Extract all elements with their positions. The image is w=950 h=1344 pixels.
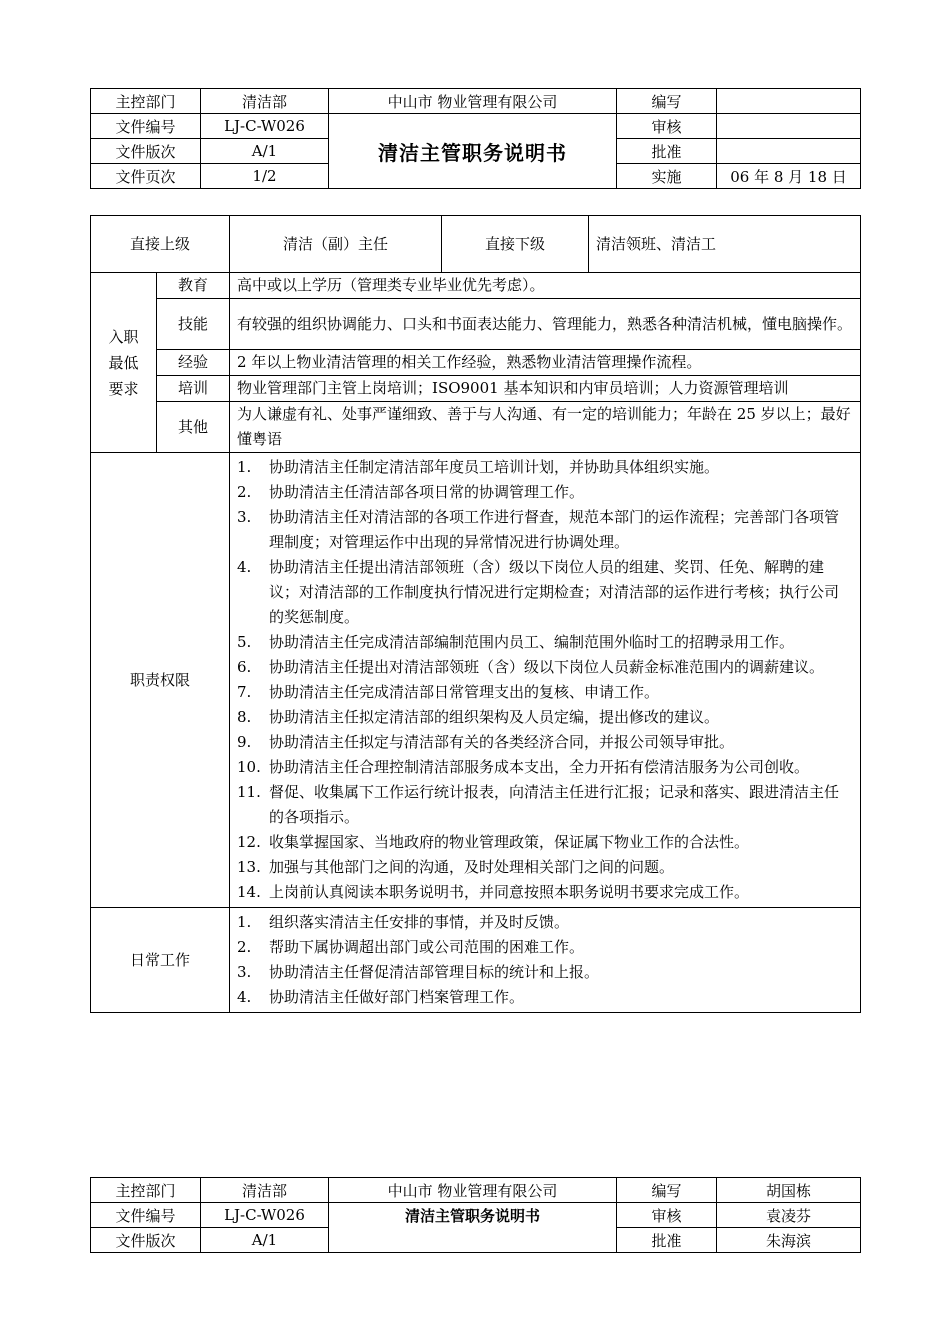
list-item xyxy=(237,960,853,985)
document-header-table xyxy=(90,88,861,189)
item-number: 4. xyxy=(237,558,252,576)
item-text: 组织落实清洁主任安排的事情，并及时反馈。 xyxy=(269,913,570,931)
list-item xyxy=(237,935,853,960)
experience-value: 2 年以上物业清洁管理的相关工作经验，熟悉物业清洁管理操作流程。 xyxy=(230,350,861,376)
list-item xyxy=(237,780,853,830)
experience-label: 经验 xyxy=(157,350,230,376)
review-label: 审核 xyxy=(617,1203,717,1228)
version-label: 文件版次 xyxy=(91,1228,201,1253)
training-label: 培训 xyxy=(157,376,230,402)
page-label: 文件页次 xyxy=(91,164,201,189)
item-number: 7. xyxy=(237,683,252,701)
item-text: 督促、收集属下工作运行统计报表，向清洁主任进行汇报；记录和落实、跟进清洁主任的各项指示。 xyxy=(269,783,840,826)
job-description-table xyxy=(90,215,861,1013)
item-number: 12. xyxy=(237,833,261,851)
education-value: 高中或以上学历（管理类专业毕业优先考虑）。 xyxy=(230,273,861,299)
document-title: 清洁主管职务说明书 xyxy=(329,1203,617,1253)
list-item xyxy=(237,655,853,680)
skills-value: 有较强的组织协调能力、口头和书面表达能力、管理能力，熟悉各种清洁机械，懂电脑操作。 xyxy=(230,299,861,350)
item-number: 2. xyxy=(237,938,252,956)
version-value: A/1 xyxy=(201,1228,329,1253)
effective-label: 实施 xyxy=(617,164,717,189)
dept-label: 主控部门 xyxy=(91,1178,201,1203)
version-label: 文件版次 xyxy=(91,139,201,164)
list-item xyxy=(237,505,853,555)
duties-label: 职责权限 xyxy=(91,453,230,908)
review-label: 审核 xyxy=(617,114,717,139)
superior-label: 直接上级 xyxy=(91,216,230,273)
education-label: 教育 xyxy=(157,273,230,299)
item-text: 协助清洁主任清洁部各项日常的协调管理工作。 xyxy=(269,483,585,501)
item-text: 协助清洁主任合理控制清洁部服务成本支出，全力开拓有偿清洁服务为公司创收。 xyxy=(269,758,810,776)
training-value: 物业管理部门主管上岗培训；ISO9001 基本知识和内审员培训；人力资源管理培训 xyxy=(230,376,861,402)
approve-value xyxy=(717,139,861,164)
write-value: 胡国栋 xyxy=(717,1178,861,1203)
req-label-line3: 要求 xyxy=(108,379,139,398)
company-name: 中山市 物业管理有限公司 xyxy=(329,89,617,114)
item-text: 收集掌握国家、当地政府的物业管理政策，保证属下物业工作的合法性。 xyxy=(269,833,750,851)
list-item xyxy=(237,680,853,705)
write-label: 编写 xyxy=(617,1178,717,1203)
review-value xyxy=(717,114,861,139)
item-number: 2. xyxy=(237,483,252,501)
item-number: 11. xyxy=(237,783,261,801)
version-value: A/1 xyxy=(201,139,329,164)
daily-work-list xyxy=(237,910,853,1010)
item-text: 协助清洁主任拟定清洁部的组织架构及人员定编，提出修改的建议。 xyxy=(269,708,720,726)
write-value xyxy=(717,89,861,114)
other-label: 其他 xyxy=(157,402,230,453)
item-text: 协助清洁主任完成清洁部日常管理支出的复核、申请工作。 xyxy=(269,683,660,701)
subordinate-label: 直接下级 xyxy=(442,216,589,273)
page2-header-table xyxy=(90,1177,861,1253)
list-item xyxy=(237,705,853,730)
requirements-label xyxy=(91,273,157,453)
doc-no-label: 文件编号 xyxy=(91,1203,201,1228)
item-number: 5. xyxy=(237,633,252,651)
list-item xyxy=(237,630,853,655)
list-item xyxy=(237,880,853,905)
document-title: 清洁主管职务说明书 xyxy=(329,114,617,189)
dept-label: 主控部门 xyxy=(91,89,201,114)
item-text: 帮助下属协调超出部门或公司范围的困难工作。 xyxy=(269,938,585,956)
approve-label: 批准 xyxy=(617,1228,717,1253)
item-text: 协助清洁主任提出对清洁部领班（含）级以下岗位人员薪金标准范围内的调薪建议。 xyxy=(269,658,825,676)
item-number: 1. xyxy=(237,913,252,931)
list-item xyxy=(237,755,853,780)
item-number: 10. xyxy=(237,758,261,776)
dept-value: 清洁部 xyxy=(201,89,329,114)
page-value: 1/2 xyxy=(201,164,329,189)
list-item xyxy=(237,830,853,855)
duties-list xyxy=(237,455,853,905)
item-number: 13. xyxy=(237,858,261,876)
approve-value: 朱海滨 xyxy=(717,1228,861,1253)
item-number: 1. xyxy=(237,458,252,476)
list-item xyxy=(237,455,853,480)
doc-no-value: LJ-C-W026 xyxy=(201,1203,329,1228)
req-label-line2: 最低 xyxy=(108,353,139,372)
list-item xyxy=(237,730,853,755)
item-text: 协助清洁主任对清洁部的各项工作进行督查，规范本部门的运作流程；完善部门各项管理制度；对管理运作中出现的异常情况进行协调处理。 xyxy=(269,508,840,551)
effective-date: 06 年 8 月 18 日 xyxy=(717,164,861,189)
item-text: 协助清洁主任制定清洁部年度员工培训计划，并协助具体组织实施。 xyxy=(269,458,720,476)
item-number: 6. xyxy=(237,658,252,676)
item-number: 14. xyxy=(237,883,261,901)
doc-no-label: 文件编号 xyxy=(91,114,201,139)
item-number: 3. xyxy=(237,963,252,981)
daily-work-label: 日常工作 xyxy=(91,908,230,1013)
item-text: 上岗前认真阅读本职务说明书，并同意按照本职务说明书要求完成工作。 xyxy=(269,883,750,901)
review-value: 袁凌芬 xyxy=(717,1203,861,1228)
approve-label: 批准 xyxy=(617,139,717,164)
subordinate-value: 清洁领班、清洁工 xyxy=(589,216,861,273)
list-item xyxy=(237,985,853,1010)
item-text: 加强与其他部门之间的沟通，及时处理相关部门之间的问题。 xyxy=(269,858,675,876)
daily-work-cell xyxy=(230,908,861,1013)
list-item xyxy=(237,855,853,880)
list-item xyxy=(237,910,853,935)
skills-label: 技能 xyxy=(157,299,230,350)
item-text: 协助清洁主任拟定与清洁部有关的各类经济合同，并报公司领导审批。 xyxy=(269,733,735,751)
item-number: 9. xyxy=(237,733,252,751)
item-text: 协助清洁主任督促清洁部管理目标的统计和上报。 xyxy=(269,963,600,981)
item-number: 4. xyxy=(237,988,252,1006)
item-number: 8. xyxy=(237,708,252,726)
other-value: 为人谦虚有礼、处事严谨细致、善于与人沟通、有一定的培训能力；年龄在 25 岁以上；最好懂粤语 xyxy=(230,402,861,453)
item-text: 协助清洁主任完成清洁部编制范围内员工、编制范围外临时工的招聘录用工作。 xyxy=(269,633,795,651)
req-label-line1: 入职 xyxy=(108,327,139,346)
item-number: 3. xyxy=(237,508,252,526)
item-text: 协助清洁主任提出清洁部领班（含）级以下岗位人员的组建、奖罚、任免、解聘的建议；对清洁部的工作制度执行情况进行定期检查；对清洁部的运作进行考核；执行公司的奖惩制度。 xyxy=(269,558,840,626)
list-item xyxy=(237,480,853,505)
write-label: 编写 xyxy=(617,89,717,114)
dept-value: 清洁部 xyxy=(201,1178,329,1203)
doc-no-value: LJ-C-W026 xyxy=(201,114,329,139)
company-name: 中山市 物业管理有限公司 xyxy=(329,1178,617,1203)
list-item xyxy=(237,555,853,630)
duties-cell xyxy=(230,453,861,908)
item-text: 协助清洁主任做好部门档案管理工作。 xyxy=(269,988,525,1006)
superior-value: 清洁（副）主任 xyxy=(230,216,442,273)
